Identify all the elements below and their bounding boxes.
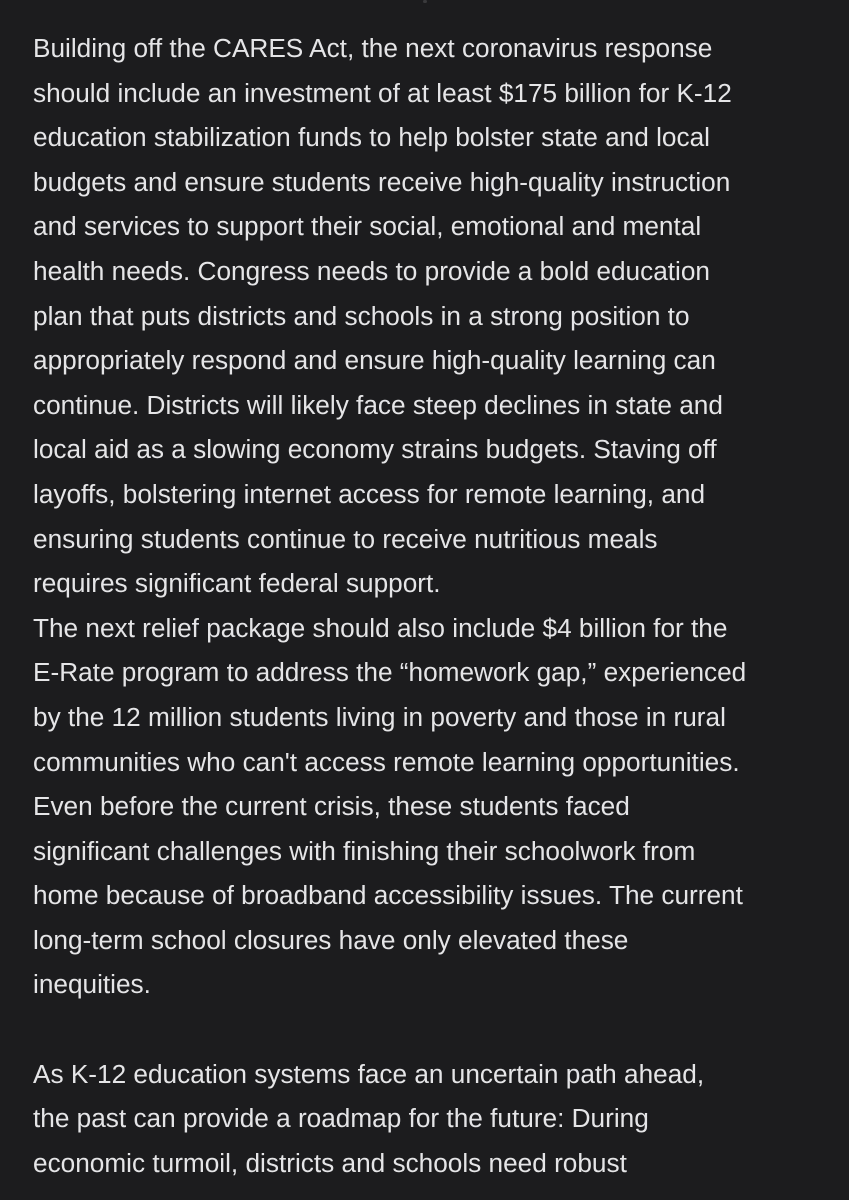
paragraph-cares-act	[33, 26, 833, 606]
paragraph-k12-path	[33, 1052, 833, 1186]
text-line: appropriately respond and ensure high-quality learning can	[33, 345, 716, 376]
text-line: requires significant federal support.	[33, 568, 441, 599]
text-line: the past can provide a roadmap for the future: During	[33, 1103, 649, 1134]
text-line: E-Rate program to address the “homework gap,” experienced	[33, 657, 747, 688]
text-line: home because of broadband accessibility issues. The current	[33, 880, 743, 911]
text-line: As K-12 education systems face an uncertain path ahead,	[33, 1058, 705, 1089]
text-line: layoffs, bolstering internet access for remote learning, and	[33, 478, 706, 509]
text-line: communities who can't access remote learning opportunities.	[33, 746, 740, 777]
text-line: health needs. Congress needs to provide a bold education	[33, 255, 710, 286]
text-line: ensuring students continue to receive nutritious meals	[33, 523, 658, 554]
text-line: and services to support their social, emotional and mental	[33, 211, 702, 242]
text-line: education stabilization funds to help bolster state and local	[33, 122, 710, 153]
scroll-indicator	[405, 0, 445, 8]
article-body	[33, 26, 833, 1185]
text-line: by the 12 million students living in poverty and those in rural	[33, 701, 726, 732]
paragraph-e-rate	[33, 606, 833, 1007]
text-line: inequities.	[33, 969, 151, 1000]
text-line: should include an investment of at least $175 billion for K-12	[33, 77, 732, 108]
text-line: continue. Districts will likely face steep declines in state and	[33, 389, 723, 420]
text-line: The next relief package should also include $4 billion for the	[33, 612, 728, 643]
text-line: budgets and ensure students receive high-quality instruction	[33, 166, 731, 197]
text-line: plan that puts districts and schools in a strong position to	[33, 300, 690, 331]
text-line: Even before the current crisis, these students faced	[33, 791, 630, 822]
scroll-dot	[423, 0, 427, 3]
text-line: economic turmoil, districts and schools need robust	[33, 1147, 627, 1178]
text-line: long-term school closures have only elevated these	[33, 924, 629, 955]
text-line: local aid as a slowing economy strains budgets. Staving off	[33, 434, 717, 465]
text-line: Building off the CARES Act, the next coronavirus response	[33, 33, 713, 63]
text-line: significant challenges with finishing their schoolwork from	[33, 835, 696, 866]
paragraph-gap	[33, 1007, 833, 1052]
